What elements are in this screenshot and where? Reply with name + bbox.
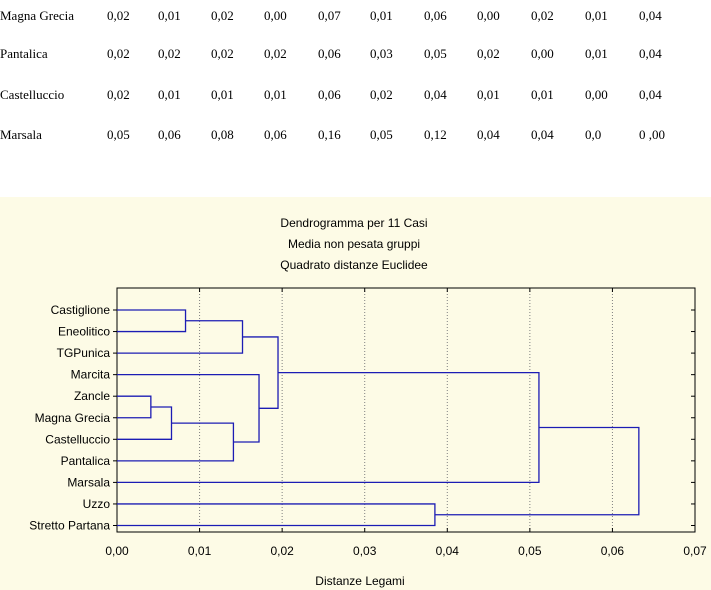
table-cell: 0,04 [639, 87, 662, 102]
table-cell: 0,02 [107, 46, 130, 61]
table-cell: 0,00 [585, 87, 608, 102]
table-row [0, 46, 711, 66]
chart-subtitle-2: Quadrato distanze Euclidee [280, 258, 428, 272]
chart-subtitle: Media non pesata gruppi [287, 237, 421, 251]
table-cell: 0,12 [424, 127, 447, 142]
plot-area [117, 288, 695, 532]
table-cell: 0,0 [585, 127, 602, 142]
leaf-label: Marcita [70, 367, 110, 382]
table-cell: 0,00 [477, 8, 500, 23]
table-cell: 0,03 [370, 46, 393, 61]
table-cell: 0,02 [211, 46, 234, 61]
dendrogram-svg [0, 197, 711, 590]
x-axis-label: Distanze Legami [315, 574, 405, 588]
table-cell: 0,16 [318, 127, 341, 142]
table-cell: 0,06 [264, 127, 287, 142]
table-cell: 0,02 [531, 8, 554, 23]
chart-title: Dendrogramma per 11 Casi [280, 216, 428, 230]
leaf-label: Uzzo [82, 496, 110, 511]
dendrogram-chart [0, 197, 711, 590]
table-cell: 0,08 [211, 127, 234, 142]
table-cell: 0,01 [585, 46, 608, 61]
leaf-label: Zancle [73, 389, 110, 404]
leaf-label: Castiglione [50, 303, 110, 317]
x-tick-label: 0,03 [353, 544, 377, 558]
table-row [0, 8, 711, 28]
table-cell: 0,01 [264, 87, 287, 102]
x-tick-label: 0,01 [187, 544, 212, 558]
table-cell: 0,05 [107, 127, 130, 142]
table-cell: 0,01 [158, 8, 181, 23]
table-cell: 0,02 [264, 46, 287, 61]
table-cell: 0,06 [424, 8, 447, 23]
table-cell: 0 ,00 [639, 127, 665, 142]
leaf-label: Stretto Partana [29, 518, 110, 533]
table-cell: 0,01 [211, 87, 234, 102]
table-cell: 0,02 [370, 87, 393, 102]
table-cell: 0,01 [585, 8, 608, 23]
leaf-label: Castelluccio [45, 432, 110, 447]
table-cell: 0,04 [531, 127, 554, 142]
table-cell: 0,06 [318, 46, 341, 61]
table-cell: 0,06 [318, 87, 341, 102]
leaf-label: Magna Grecia [34, 410, 110, 425]
row-label: Pantalica [0, 46, 48, 61]
row-label: Magna Grecia [0, 8, 74, 23]
leaf-label: Eneolitico [57, 324, 110, 339]
table-cell: 0,05 [424, 46, 447, 61]
table-cell: 0,02 [107, 8, 130, 23]
table-cell: 0,06 [158, 127, 181, 142]
row-label: Marsala [0, 127, 42, 142]
table-row [0, 127, 711, 147]
table-cell: 0,04 [477, 127, 500, 142]
x-tick-label: 0,06 [600, 544, 625, 558]
leaf-label: Pantalica [60, 453, 110, 468]
table-cell: 0,02 [477, 46, 500, 61]
row-label: Castelluccio [0, 87, 65, 102]
table-cell: 0,00 [531, 46, 554, 61]
table-cell: 0,01 [531, 87, 554, 102]
table-cell: 0,07 [318, 8, 341, 23]
table-cell: 0,01 [158, 87, 181, 102]
x-tick-label: 0,02 [270, 544, 294, 558]
table-cell: 0,01 [477, 87, 500, 102]
table-cell: 0,05 [370, 127, 393, 142]
x-tick-label: 0,04 [435, 544, 459, 558]
table-cell: 0,02 [158, 46, 181, 61]
leaf-label: Marsala [67, 475, 110, 490]
table-cell: 0,02 [211, 8, 234, 23]
x-tick-label: 0,05 [518, 544, 542, 558]
table-cell: 0,04 [424, 87, 447, 102]
table-cell: 0,01 [370, 8, 393, 23]
table-cell: 0,04 [639, 46, 662, 61]
table-cell: 0,00 [264, 8, 287, 23]
x-tick-label: 0,07 [683, 544, 707, 558]
table-cell: 0,04 [639, 8, 662, 23]
table-row [0, 87, 711, 107]
table-cell: 0,02 [107, 87, 130, 102]
x-tick-label: 0,00 [105, 544, 129, 558]
leaf-label: TGPunica [56, 346, 110, 361]
